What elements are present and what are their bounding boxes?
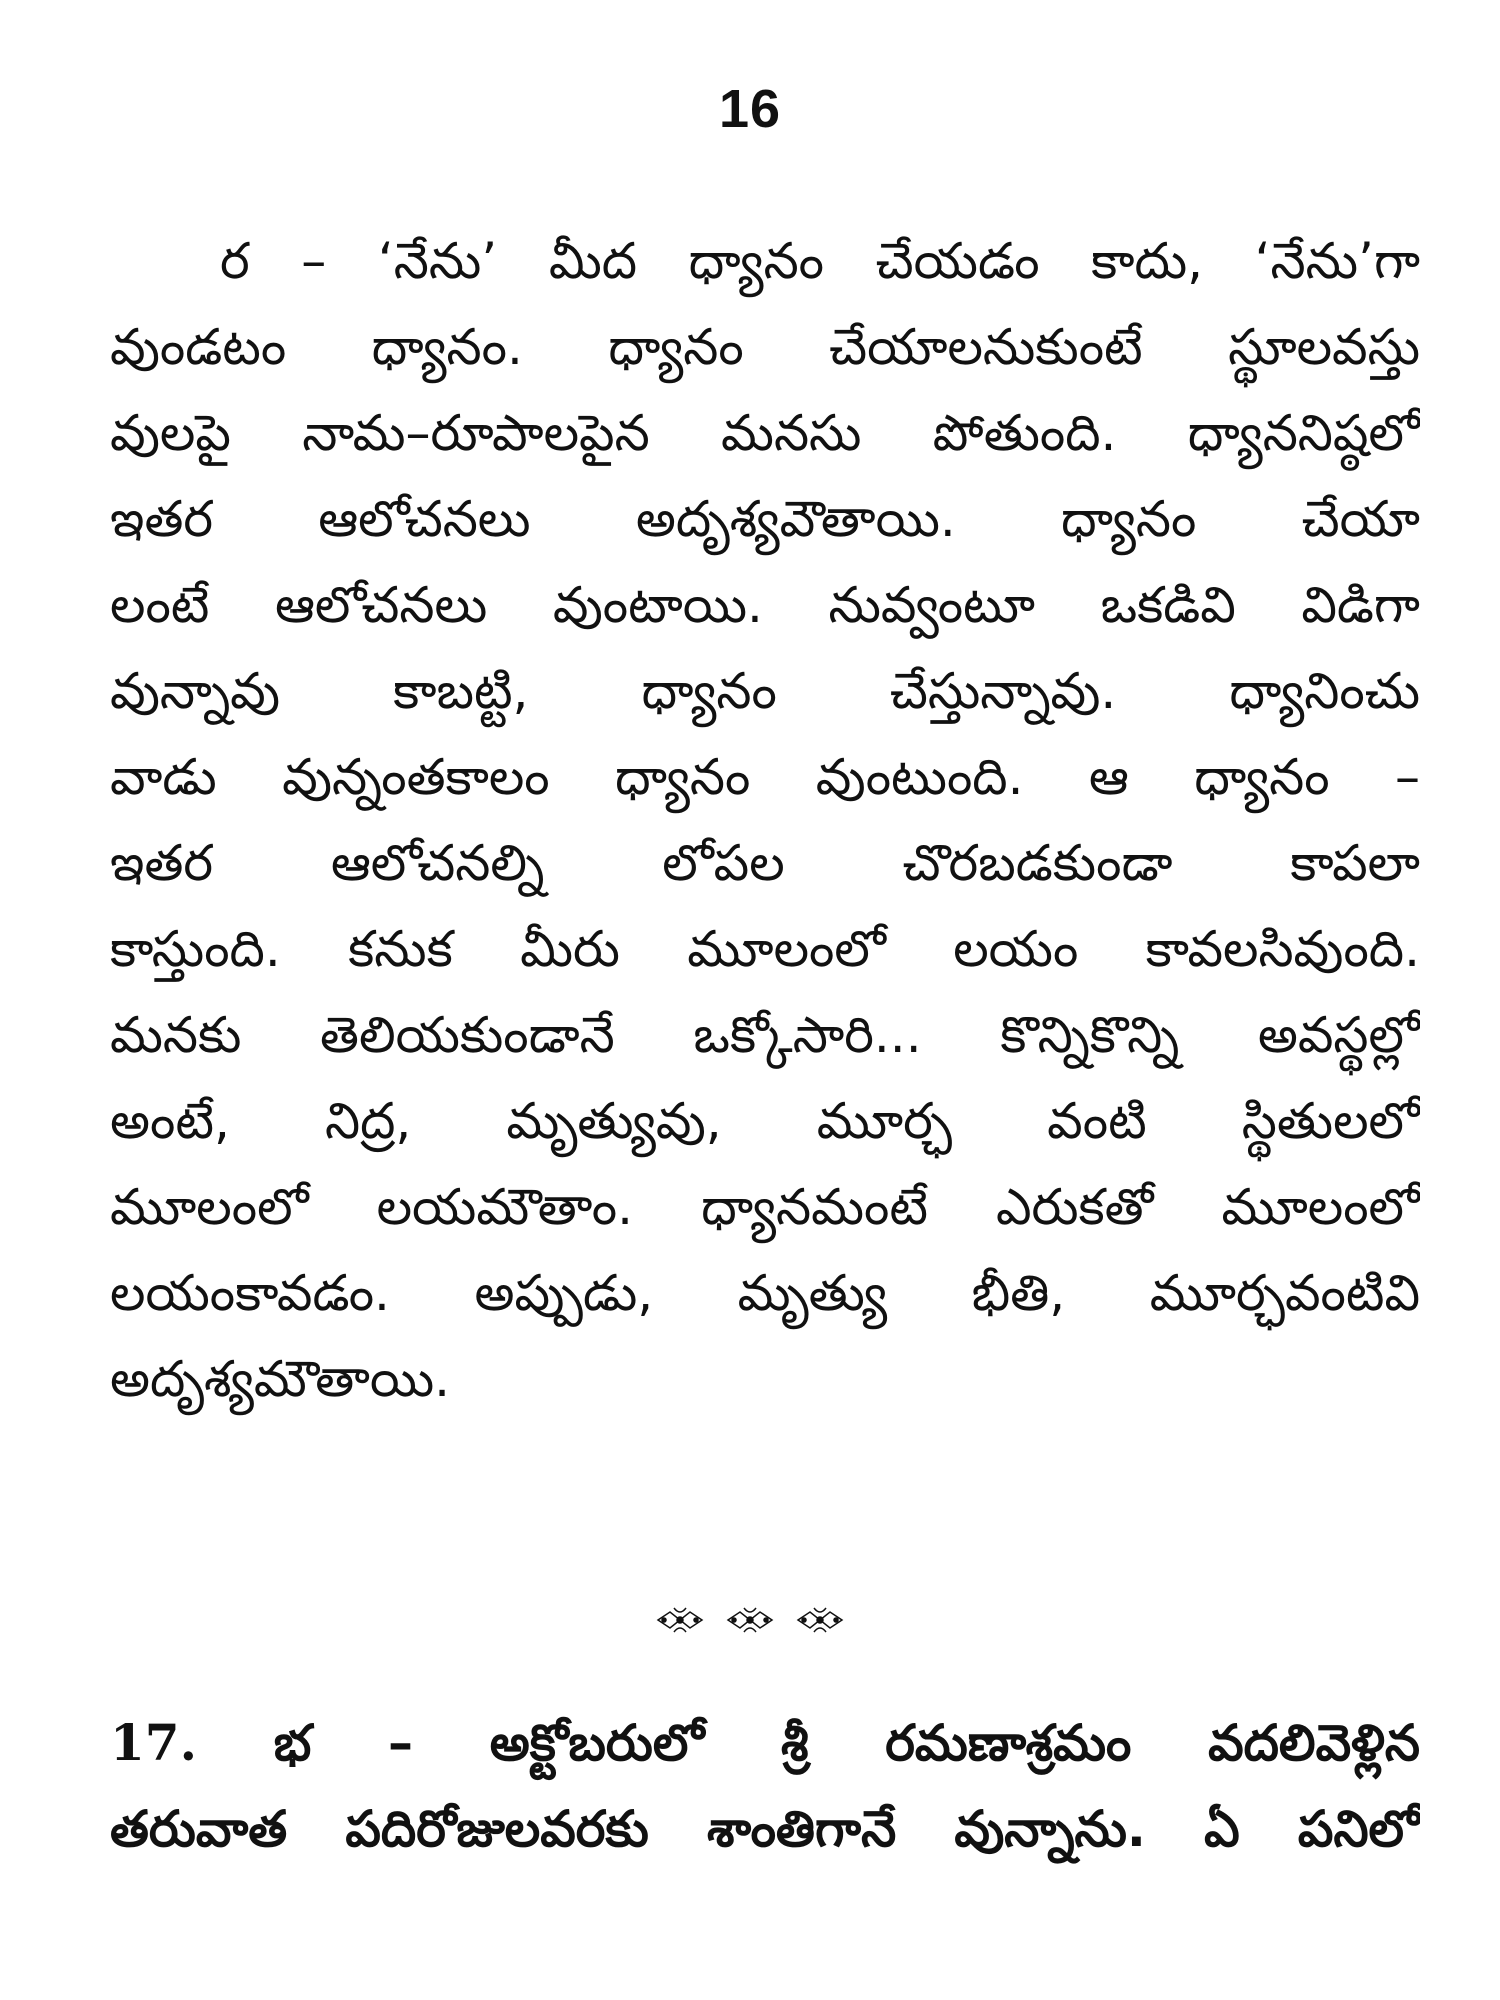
text-line: వుండటం ధ్యానం. ధ్యానం చేయాలనుకుంటే స్థూలవస్తు — [110, 318, 1420, 376]
text-line: వులపై నామ–రూపాలపైన మనసు పోతుంది. ధ్యాననిష్ఠలో — [110, 404, 1420, 462]
text-line: ఇతర ఆలోచనల్ని లోపల చొరబడకుండా కాపలా — [110, 834, 1420, 892]
passage-16 — [110, 218, 1420, 1422]
text-line: మనకు తెలియకుండానే ఒక్కోసారి... కొన్నికొన్ని అవస్థల్లో — [110, 1006, 1420, 1064]
text-line: తరువాత పదిరోజులవరకు శాంతిగానే వున్నాను. ఏ పనిలో — [110, 1800, 1420, 1858]
text-line: కాస్తుంది. కనుక మీరు మూలంలో లయం కావలసివుంది. — [110, 920, 1420, 978]
text-line: ఇతర ఆలోచనలు అదృశ్యవౌతాయి. ధ్యానం చేయా — [110, 490, 1420, 548]
text-line-content: భ – అక్టోబరులో శ్రీ రమణాశ్రమం వదలివెళ్లిన — [273, 1714, 1420, 1772]
text-line: వాడు వున్నంతకాలం ధ్యానం వుంటుంది. ఆ ధ్యానం – — [110, 748, 1420, 806]
floral-ornament-icon — [650, 1595, 850, 1645]
text-line: ర – ‘నేను’ మీద ధ్యానం చేయడం కాదు, ‘నేను’గా — [220, 232, 1420, 290]
text-line: మూలంలో లయమౌతాం. ధ్యానమంటే ఎరుకతో మూలంలో — [110, 1178, 1420, 1236]
text-line: లంటే ఆలోచనలు వుంటాయి. నువ్వంటూ ఒకడివి విడిగా — [110, 576, 1420, 634]
text-line: లయంకావడం. అప్పుడు, మృత్యు భీతి, మూర్ఛవంటివి — [110, 1264, 1420, 1322]
text-line — [110, 1700, 1420, 1786]
text-line: అదృశ్యమౌతాయి. — [110, 1350, 451, 1408]
section-divider — [0, 1590, 1500, 1650]
page-number: 16 — [718, 79, 782, 139]
passage-number: 17. — [110, 1713, 197, 1772]
text-line: వున్నావు కాబట్టి, ధ్యానం చేస్తున్నావు. ధ్యానించు — [110, 662, 1420, 720]
passage-17 — [110, 1700, 1420, 1872]
text-line: అంటే, నిద్ర, మృత్యువు, మూర్ఛ వంటి స్థితులలో — [110, 1092, 1420, 1150]
